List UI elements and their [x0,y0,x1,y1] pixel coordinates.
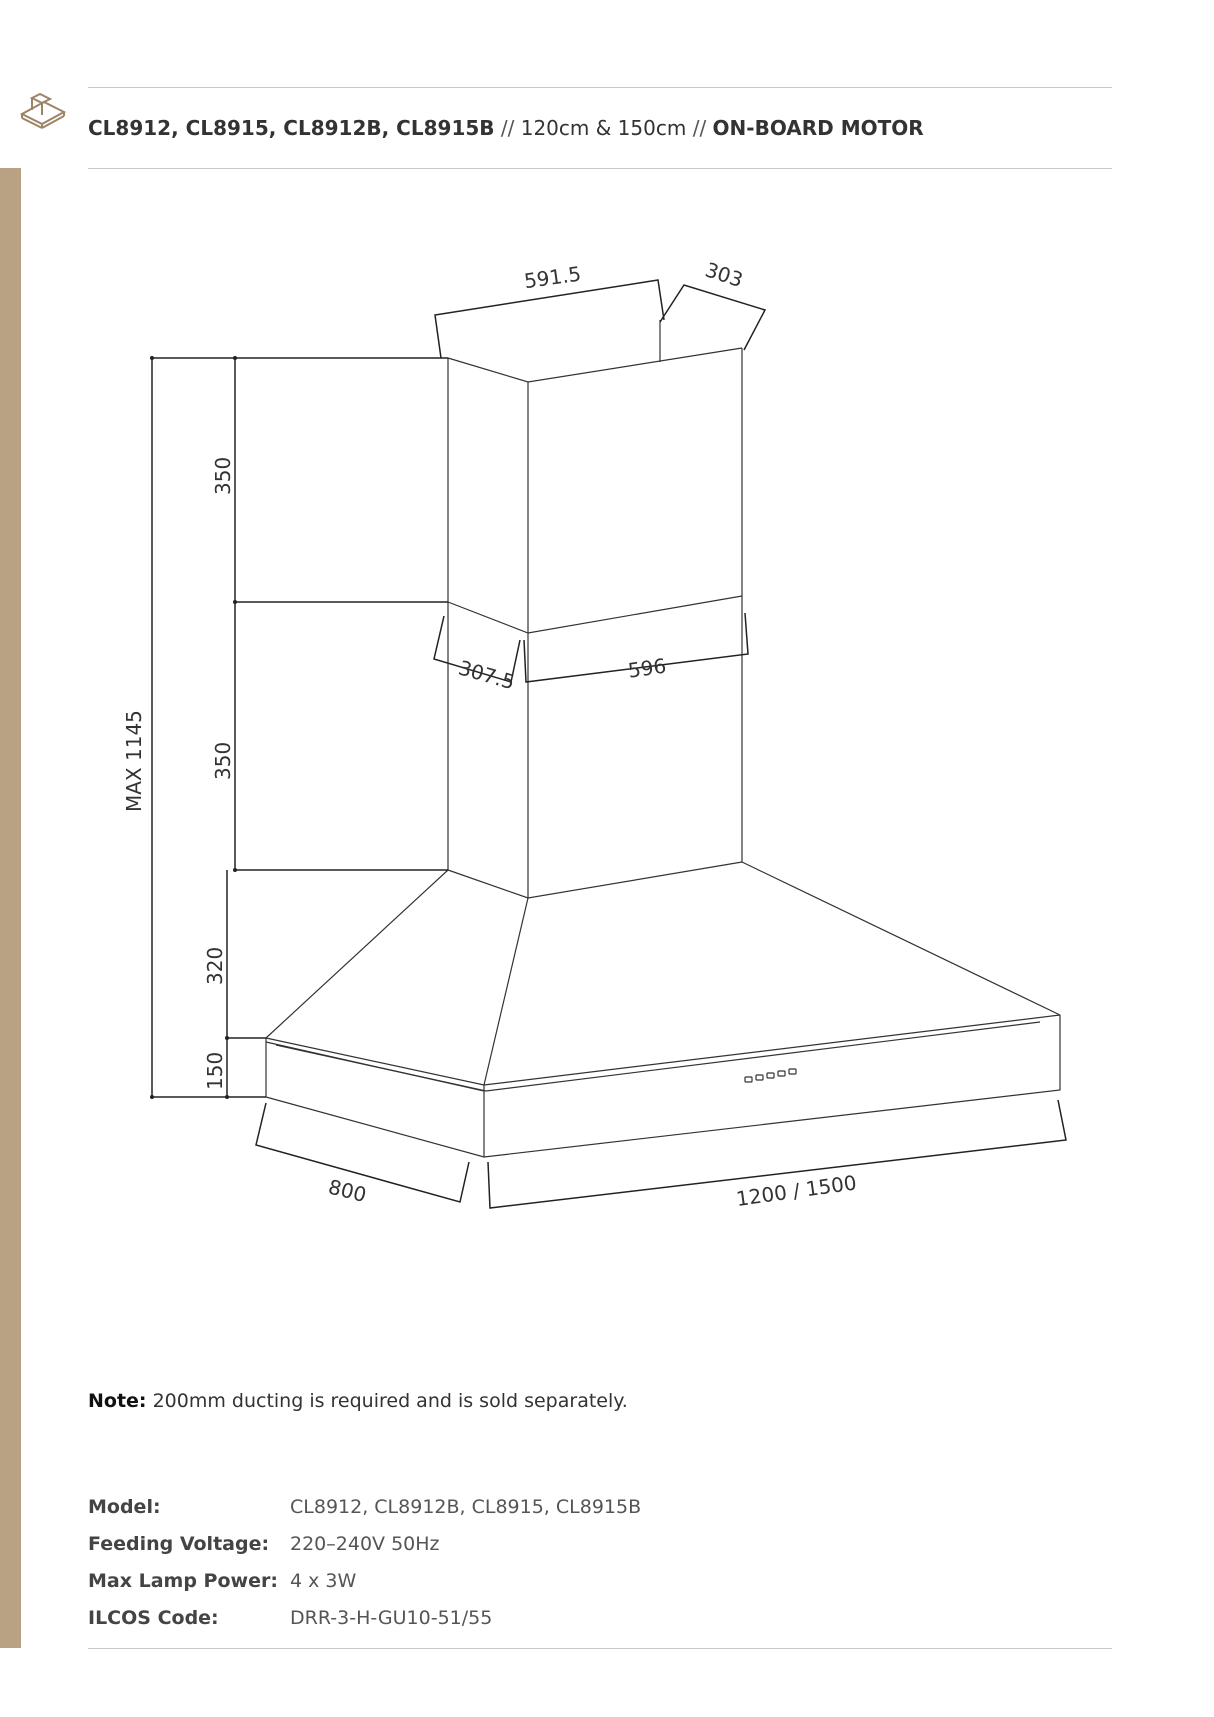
spec-row-voltage [88,1525,641,1562]
header-separator: // [692,116,707,140]
technical-drawing [100,250,1080,1230]
sidebar-accent-bar [0,168,21,1648]
spec-label: Max Lamp Power: [88,1569,278,1592]
footer-rule [88,1648,1112,1649]
dimension-lines [152,280,1066,1208]
dim-depth: 800 [325,1174,369,1208]
spec-row-lamp-power [88,1562,641,1599]
spec-value: 220–240V 50Hz [290,1532,440,1555]
page-header [88,116,1112,140]
header-motor: ON-BOARD MOTOR [712,116,924,140]
header-top-rule [88,87,1112,88]
spec-label: Model: [88,1495,161,1518]
spec-value: 4 x 3W [290,1569,357,1592]
dim-upper-chimney: 350 [211,456,235,495]
dim-mid-depth: 307.5 [455,655,518,695]
header-separator: // [500,116,515,140]
rangehood-logo-icon [18,84,68,130]
header-sizes: 120cm & 150cm [520,116,687,140]
dim-top-width: 591.5 [522,261,583,294]
rangehood-outline [266,320,1060,1157]
dim-base: 150 [203,1051,227,1090]
dim-top-depth: 303 [702,257,747,293]
dim-width: 1200 / 1500 [734,1170,859,1212]
dim-canopy: 320 [203,946,227,985]
spec-label: ILCOS Code: [88,1606,219,1629]
spec-value: DRR-3-H-GU10-51/55 [290,1606,493,1629]
note-text: 200mm ducting is required and is sold separately. [152,1390,628,1412]
dim-total-height: MAX 1145 [122,710,146,812]
spec-label: Feeding Voltage: [88,1532,270,1555]
header-models: CL8912, CL8915, CL8912B, CL8915B [88,116,495,140]
header-bottom-rule [88,168,1112,169]
spec-table [88,1488,641,1636]
spec-row-ilcos [88,1599,641,1636]
dim-lower-chimney: 350 [211,741,235,780]
note-label: Note: [88,1390,147,1412]
spec-row-model [88,1488,641,1525]
dim-mid-width: 596 [626,653,668,683]
ducting-note [88,1390,628,1412]
spec-value: CL8912, CL8912B, CL8915, CL8915B [290,1495,642,1518]
